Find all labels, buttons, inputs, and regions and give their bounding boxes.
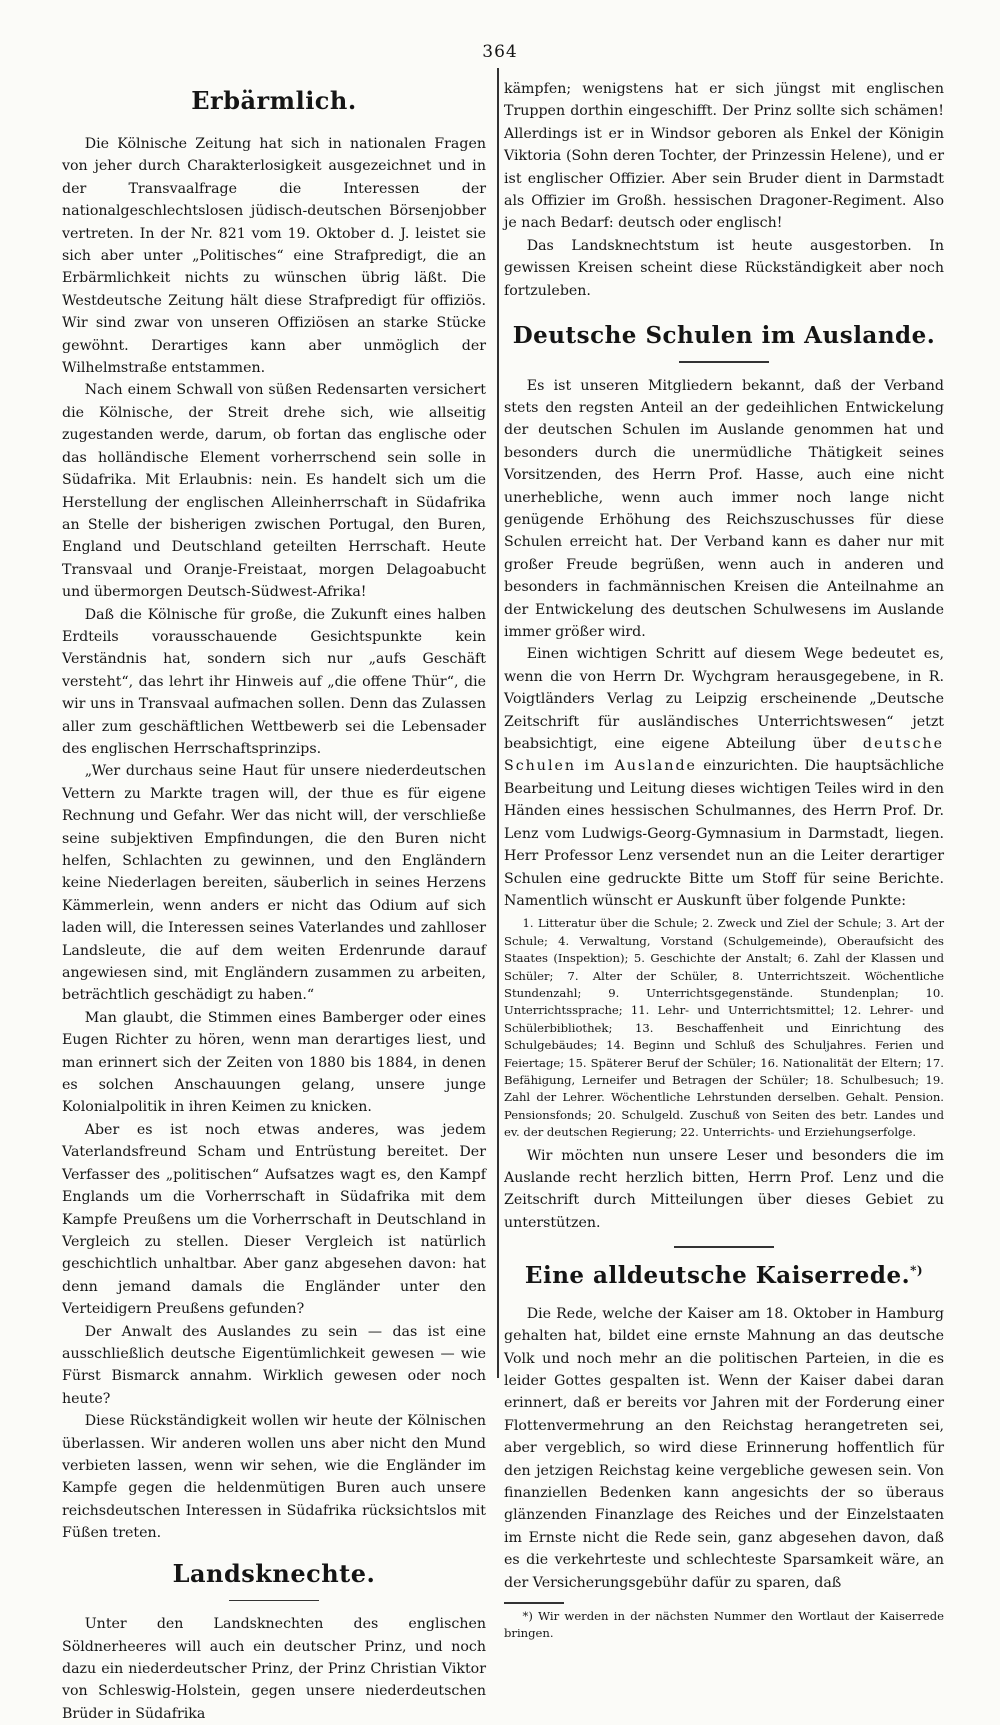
headline-erbaermlich: Erbärmlich. (191, 86, 357, 115)
footnote-text: *) Wir werden in der nächsten Nummer den Wortlaut der Kaiserrede bringen. (504, 1608, 944, 1640)
column-divider (497, 68, 499, 1378)
paragraph-continued: kämpfen; wenigstens hat er sich jüngst mit englischen Truppen dorthin eingeschifft. Der Prinz sollte sich schämen! Allerdings ist er in Windsor geboren als Enkel der Königin Viktoria (Sohn deren Tochter, der Prinzessin Helene), und er ist englischer Offizier. Aber sein Bruder dient in Darmstadt als Offizier im Großh. hessischen Dragoner-Regiment. Also je nach Bedarf: deutsch oder englisch! (504, 81, 944, 232)
paragraph: Der Anwalt des Auslandes zu sein — das ist eine ausschließlich deutsche Eigentümlichkeit gewesen — wie Fürst Bismarck annahm. Wirklich gewesen oder noch heute? (62, 1323, 486, 1407)
headline-deutsche-schulen: Deutsche Schulen im Auslande. (512, 322, 936, 350)
paragraph (504, 643, 944, 912)
paragraph: Es ist unseren Mitgliedern bekannt, daß der Verband stets den regsten Anteil an der gedeihlichen Entwickelung der deutschen Schulen im Auslande genommen hat und besonders durch die unermüdliche Thätigkeit seines Vorsitzenden, des Herrn Prof. Hasse, auch eine nicht unerhebliche, wenn auch immer noch lange nicht genügende Erhöhung des Reichszuschusses für diese Schulen erreicht hat. Der Verband kann es daher nur mit großer Freude begrüßen, wenn auch in anderen und besonders in fachmännischen Kreisen die Anteilnahme an der Entwickelung des deutschen Schulwesens im Auslande immer größer wird. (504, 377, 944, 641)
paragraph: Wir möchten nun unsere Leser und besonders die im Auslande recht herzlich bitten, Herrn Prof. Lenz und die Zeitschrift durch Mitteilungen über dieses Gebiet zu unterstützen. (504, 1147, 944, 1231)
footnote (504, 1608, 944, 1642)
headline-kaiserrede (504, 1262, 944, 1289)
paragraph: Diese Rückständigkeit wollen wir heute der Kölnischen überlassen. Wir anderen wollen uns aber nicht den Mund verbieten lassen, wenn wir sehen, wie die Engländer im Kampfe gegen die heldenmütigen Buren auch unsere reichsdeutschen Interessen in Südafrika rücksichtslos mit Füßen treten. (62, 1413, 486, 1542)
page-number: 364 (482, 42, 518, 62)
spaced-emphasis: deutsche Schulen im Auslande (504, 736, 944, 775)
paragraph: Man glaubt, die Stimmen eines Bamberger oder eines Eugen Richter zu hören, wenn man derartiges liest, und man erinnert sich der Zeiten von 1880 bis 1884, in denen es solchen Anschauungen gelang, unsere junge Kolonialpolitik in ihren Keimen zu knicken. (62, 1009, 486, 1116)
paragraph: Die Kölnische Zeitung hat sich in nationalen Fragen von jeher durch Charakterlosigkeit ausgezeichnet und in der Transvaalfrage die Interessen der nationalgeschlechtslosen jüdisch-deutschen Börsenjobber vertreten. In der Nr. 821 vom 19. Oktober d. J. leistet sie sich aber unter „Politisches“ eine Strafpredigt, die an Erbärmlichkeit nichts zu wünschen übrig läßt. Die Westdeutsche Zeitung hält diese Strafpredigt für offiziös. Wir sind zwar von unseren Offiziösen an starke Stücke gewöhnt. Derartiges kann aber unmöglich der Wilhelmstraße entstammen. (62, 136, 486, 377)
paragraph: Das Landsknechtstum ist heute ausgestorben. In gewissen Kreisen scheint diese Rückständigkeit aber noch fortzuleben. (504, 237, 944, 299)
right-column (504, 78, 944, 1642)
footnote-divider (504, 1602, 564, 1604)
headline-landsknechte: Landsknechte. (172, 1558, 376, 1588)
paragraph: Die Rede, welche der Kaiser am 18. Oktober in Hamburg gehalten hat, bildet eine ernste Mahnung an das deutsche Volk und noch mehr an die politischen Parteien, in die es leider Gottes gespalten ist. Wenn der Kaiser dabei daran erinnert, daß er bereits vor Jahren mit der Forderung einer Flottenvermehrung an den Reichstag herangetreten sei, aber vergeblich, so wird diese Erinnerung hoffentlich für den jetzigen Reichstag keine vergebliche gewesen sein. Von finanziellen Bedenken kann angesichts der so überaus glänzenden Finanzlage des Reiches und der Einzelstaaten im Ernste nicht die Rede sein, ganz abgesehen davon, daß es die verkehrteste und schlechteste Sparsamkeit wäre, an der Versicherungsgebühr dafür zu sparen, daß (504, 1305, 944, 1591)
paragraph: Nach einem Schwall von süßen Redensarten versichert die Kölnische, der Streit drehe sich, wie allseitig zugestanden werde, darum, ob fortan das englische oder das holländische Element vorherrschend sein solle in Südafrika. Mit Erlaubnis: nein. Es handelt sich um die Herstellung der englischen Alleinherrschaft in Südafrika an Stelle der bisherigen zwischen Portugal, den Buren, England und Deutschland geteilten Herrschaft. Heute Transvaal und Oranje-Freistaat, morgen Delagoabucht und übermorgen Deutsch-Südwest-Afrika! (62, 382, 486, 601)
points-list (504, 915, 944, 1141)
headline-kaiserrede-text: Eine alldeutsche Kaiserrede. (524, 1261, 911, 1289)
paragraph: Aber es ist noch etwas anderes, was jedem Vaterlandsfreund Scham und Entrüstung bereitet. Der Verfasser des „politischen“ Aufsatzes wagt es, den Kampf Englands um die Vorherrschaft in Südafrika mit dem Kampfe Preußens um die Vorherrschaft in Deutschland in Vergleich zu stellen. Dieser Vergleich ist natürlich geschichtlich unhaltbar. Aber ganz abgesehen davon: hat denn jemand damals die Engländer unter den Verteidigern Preußens gefunden? (62, 1121, 486, 1318)
paragraph: Daß die Kölnische für große, die Zukunft eines halben Erdteils vorausschauende Gesichtspunkte kein Verständnis hat, sondern sich nur „aufs Geschäft versteht“, das lehrt ihr Hinweis auf „die offene Thür“, die wir uns in Transvaal aufmachen sollen. Denn das Zulassen aller zum geschäftlichen Wettbewerb sei die Lebensader des englischen Herrschaftsprinzips. (62, 606, 486, 757)
left-column (62, 70, 486, 1725)
paragraph: Unter den Landsknechten des englischen Söldnerheeres will auch ein deutscher Prinz, und noch dazu ein niederdeutscher Prinz, der Prinz Christian Viktor von Schleswig-Holstein, gegen unsere niederdeutschen Brüder in Südafrika (62, 1616, 486, 1722)
text-run: Einen wichtigen Schritt auf diesem Wege bedeutet es, wenn die von Herrn Dr. Wychgram herausgegebene, in R. Voigtländers Verlag zu Leipzig erscheinende „Deutsche Zeitschrift für ausländisches Unterrichtswesen“ jetzt beabsichtigt, eine eigene Abteilung über (504, 646, 944, 753)
headline-underline (679, 361, 769, 363)
section-divider (674, 1246, 774, 1248)
text-run: einzurichten. Die hauptsächliche Bearbeitung und Leitung dieses wichtigen Teiles wird in den Händen eines hessischen Schulmannes, des Herrn Prof. Dr. Lenz vom Ludwigs-Georg-Gymnasium in Darmstadt, liegen. Herr Professor Lenz versendet nun an die Leiter derartiger Schulen eine gedruckte Bitte um Stoff für seine Berichte. Namentlich wünscht er Auskunft über folgende Punkte: (504, 758, 944, 909)
headline-underline (229, 1600, 319, 1602)
points-list-text: 1. Litteratur über die Schule; 2. Zweck und Ziel der Schule; 3. Art der Schule; 4. Verwaltung, Vorstand (Schulgemeinde), Oberaufsicht des Staates (Inspektion); 5. Geschichte der Anstalt; 6. Zahl der Klassen und Schüler; 7. Alter der Schüler, 8. Unterrichtszeit. Wöchentliche Stundenzahl; 9. Unterrichtsgegenstände. Stundenplan; 10. Unterrichtssprache; 11. Lehr- und Unterrichtsmittel; 12. Lehrer- und Schülerbibliothek; 13. Beschaffenheit und Einrichtung des Schulgebäudes; 14. Beginn und Schluß des Schuljahres. Ferien und Feiertage; 15. Späterer Beruf der Schüler; 16. Nationalität der Eltern; 17. Befähigung, Lerneifer und Betragen der Schüler; 18. Schulbesuch; 19. Zahl der Lehrer. Wöchentliche Lehrstunden derselben. Gehalt. Pension. Pensionsfonds; 20. Schulgeld. Zuschuß von Seiten des betr. Landes und ev. der deutschen Regierung; 22. Unterrichts- und Erziehungserfolge. (504, 916, 944, 1140)
quotation-paragraph: „Wer durchaus seine Haut für unsere niederdeutschen Vettern zu Markte tragen will, der thue es für eigene Rechnung und Gefahr. Wer das nicht will, der verschließe seine subjektiven Empfindungen, die den Buren nicht helfen, Schlachten zu gewinnen, und den Engländern keine Niederlagen bereiten, säuberlich in seines Herzens Kämmerlein, wenn anders er nicht das Odium auf sich laden will, die Interessen seines Vaterlandes und zahlloser Landsleute, die auf dem weiten Erdenrunde darauf angewiesen sind, mit Engländern zusammen zu arbeiten, beträchtlich geschädigt zu haben.“ (62, 763, 486, 1004)
footnote-marker: *) (910, 1263, 924, 1278)
